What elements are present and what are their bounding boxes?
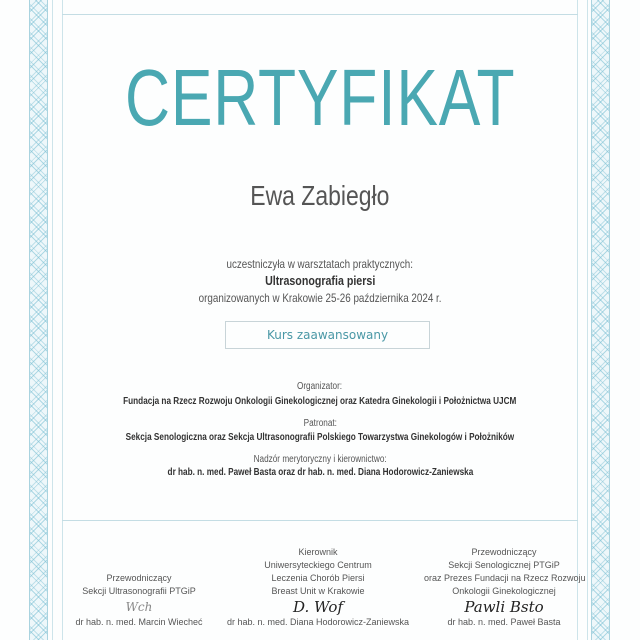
certificate-title bbox=[62, 52, 578, 144]
patronage-value bbox=[62, 432, 578, 443]
signature-mark: Pawli Bsto bbox=[464, 598, 544, 616]
signatory-1 bbox=[66, 572, 212, 629]
organizer-value bbox=[62, 396, 578, 407]
supervision-label-text: Nadzór merytoryczny i kierownictwo: bbox=[253, 454, 387, 465]
signatory-title: Kierownik bbox=[298, 547, 338, 557]
supervision-value bbox=[62, 467, 578, 478]
intro-label: uczestniczyła w warsztatach praktycznych: bbox=[226, 257, 414, 271]
intro-text bbox=[62, 257, 578, 271]
recipient-name bbox=[62, 180, 578, 212]
signatory-title: Breast Unit w Krakowie bbox=[271, 586, 365, 596]
patronage-label-text: Patronat: bbox=[303, 418, 337, 429]
signatory-2 bbox=[216, 546, 420, 629]
signatory-title: Przewodniczący bbox=[106, 573, 172, 583]
patronage-label bbox=[62, 418, 578, 429]
course-level-badge: Kurs zaawansowany bbox=[225, 321, 430, 349]
supervision-label bbox=[62, 454, 578, 465]
details-label: organizowanych w Krakowie 25-26 października 2024 r. bbox=[198, 291, 442, 305]
signatory-name: dr hab. n. med. Marcin Wiecheć bbox=[75, 617, 203, 627]
signatory-title: Sekcji Senologicznej PTGiP bbox=[448, 560, 560, 570]
signatory-title: Leczenia Chorób Piersi bbox=[271, 573, 365, 583]
left-decorative-border bbox=[29, 0, 48, 640]
top-frame-line bbox=[62, 14, 578, 15]
organizer-value-text: Fundacja na Rzecz Rozwoju Onkologii Ginekologicznej oraz Katedra Ginekologii i Położnictwa UJCM bbox=[123, 396, 517, 407]
signatory-title: Sekcji Ultrasonografii PTGiP bbox=[82, 586, 196, 596]
signature-mark: Wch bbox=[125, 600, 153, 614]
signatory-title: oraz Prezes Fundacji na Rzecz Rozwoju bbox=[424, 573, 586, 583]
workshop-name bbox=[62, 273, 578, 288]
signatory-name: dr hab. n. med. Diana Hodorowicz-Zaniewska bbox=[226, 617, 410, 627]
organizer-label bbox=[62, 381, 578, 392]
signatory-title: Onkologii Ginekologicznej bbox=[452, 586, 556, 596]
workshop-details bbox=[62, 291, 578, 305]
title-text: CERTYFIKAT bbox=[124, 53, 516, 142]
signatory-name: dr hab. n. med. Paweł Basta bbox=[447, 617, 561, 627]
signatory-title: Uniwersyteckiego Centrum bbox=[264, 560, 372, 570]
right-decorative-border bbox=[591, 0, 610, 640]
patronage-value-text: Sekcja Senologiczna oraz Sekcja Ultrasonografii Polskiego Towarzystwa Ginekologów i Położników bbox=[125, 432, 515, 443]
workshop-label: Ultrasonografia piersi bbox=[264, 273, 376, 288]
signature-divider bbox=[62, 520, 578, 521]
organizer-label-text: Organizator: bbox=[297, 381, 343, 392]
supervision-value-text: dr hab. n. med. Paweł Basta oraz dr hab. n. med. Diana Hodorowicz-Zaniewska bbox=[167, 467, 473, 478]
signatory-3 bbox=[424, 546, 584, 629]
signatory-title: Przewodniczący bbox=[471, 547, 537, 557]
recipient-text: Ewa Zabiegło bbox=[250, 180, 390, 211]
right-frame-line-inner bbox=[587, 0, 588, 640]
signature-mark: D. Wof bbox=[292, 598, 343, 616]
left-frame-line bbox=[52, 0, 53, 640]
